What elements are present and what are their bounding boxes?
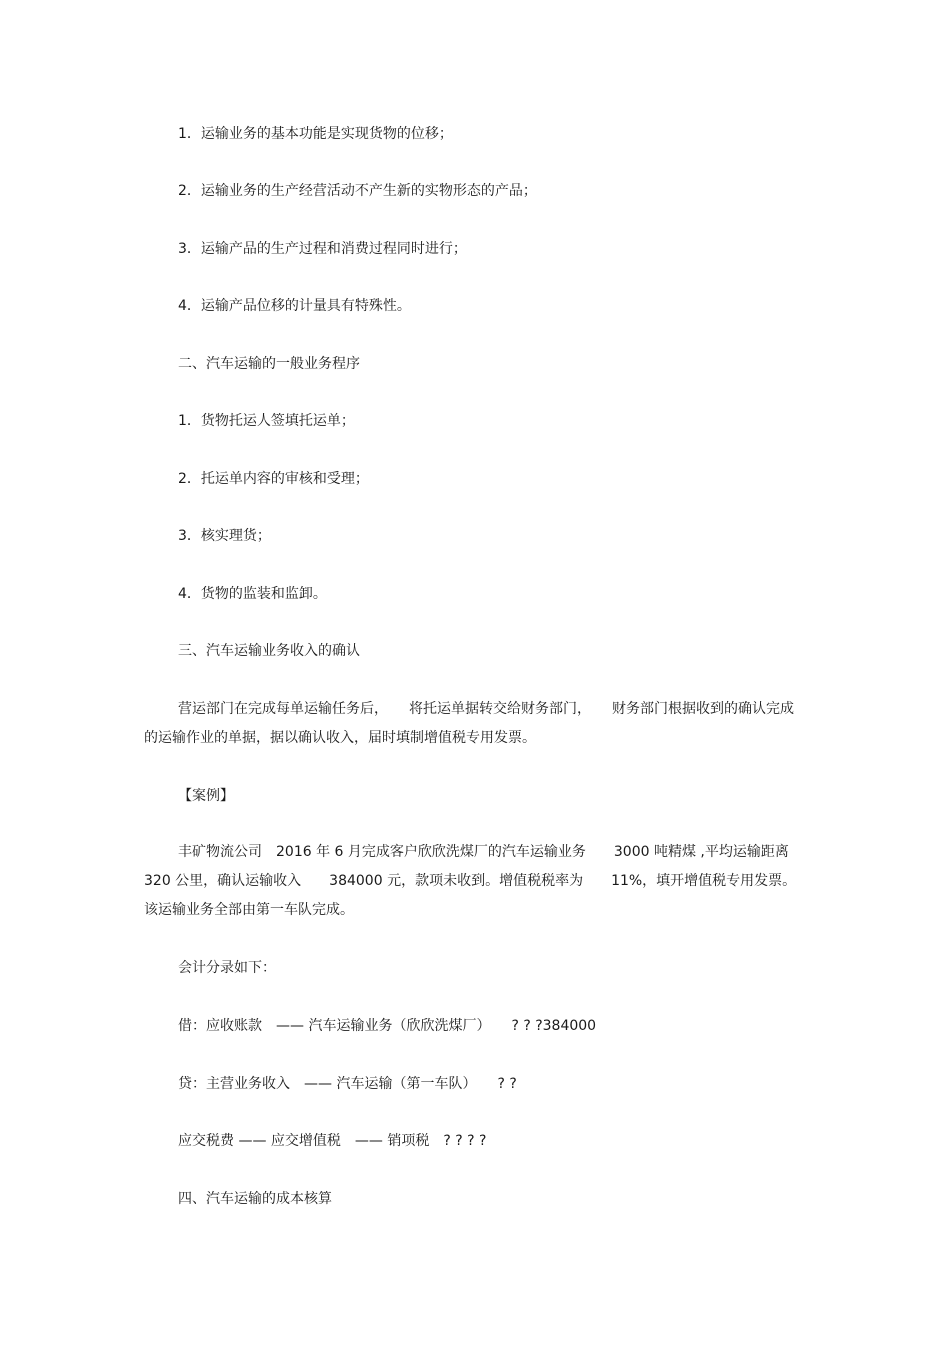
body-paragraph: 营运部门在完成每单运输任务后， 将托运单据转交给财务部门， 财务部门根据收到的确认完成的运输作业的单据，据以确认收入，届时填制增值税专用发票。 [144, 701, 794, 746]
list-item: 2．运输业务的生产经营活动不产生新的实物形态的产品； [178, 183, 537, 199]
list-item: 1．运输业务的基本功能是实现货物的位移； [178, 126, 453, 142]
case-paragraph: 丰矿物流公司 2016 年 6 月完成客户欣欣洗煤厂的汽车运输业务 3000 吨精煤 ,平均运输距离 320 公里，确认运输收入 384000 元，款项未收到。增值税税率为 11%，填开增值税专用发票。该运输业务全部由第一车队完成。 [144, 844, 797, 918]
section-heading: 三、汽车运输业务收入的确认 [178, 643, 360, 659]
list-item: 4．货物的监装和监卸。 [178, 586, 327, 602]
section-heading: 四、汽车运输的成本核算 [178, 1191, 332, 1207]
list-item: 3．核实理货； [178, 528, 271, 544]
list-item: 2．托运单内容的审核和受理； [178, 471, 369, 487]
section-heading: 二、汽车运输的一般业务程序 [178, 356, 360, 372]
journal-entry: 应交税费 —— 应交增值税 —— 销项税 ? ? ? ? [178, 1133, 487, 1149]
case-label: 【案例】 [178, 788, 234, 804]
list-item: 3．运输产品的生产过程和消费过程同时进行； [178, 241, 467, 257]
journal-entry: 贷：主营业务收入 —— 汽车运输（第一车队） ? ? [178, 1076, 517, 1092]
list-item: 4．运输产品位移的计量具有特殊性。 [178, 298, 411, 314]
journal-entry: 借：应收账款 —— 汽车运输业务（欣欣洗煤厂） ? ? ?384000 [178, 1018, 597, 1034]
list-item: 1．货物托运人签填托运单； [178, 413, 355, 429]
entries-intro: 会计分录如下： [178, 960, 276, 976]
